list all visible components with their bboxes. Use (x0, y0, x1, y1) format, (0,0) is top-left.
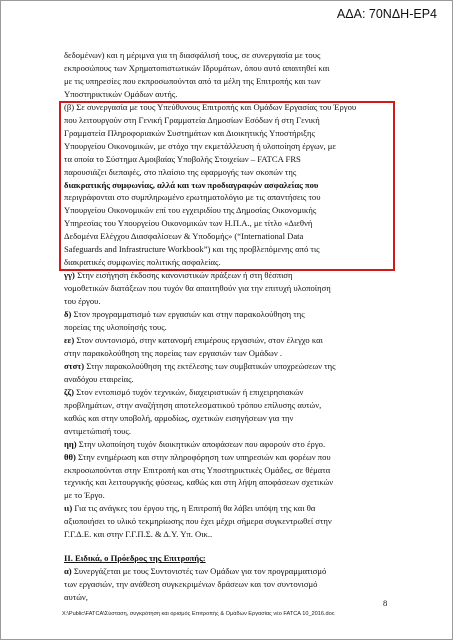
text-line: εκπροσωπούνται στην Επιτροπή και στις Υποστηρικτικές Ομάδες, σε θέματα (64, 464, 331, 475)
text-line: αναδόχου εταιρείας. (64, 373, 134, 384)
item-label: στστ) (64, 360, 85, 371)
text-line: προβλημάτων, στην αναζήτηση αποτελεσματικού τρόπου επίλυσης αυτών, (64, 399, 322, 410)
text-line: Δεδομένα Ελέγχου Διασφαλίσεων & Υποδομής» (“International Data (64, 231, 304, 242)
text-line (64, 438, 391, 451)
item-text: Στον συντονισμό, στην κατανομή επιμέρους εργασιών, στον έλεγχο και (76, 334, 323, 345)
item-text: Στην παρακολούθηση της εκτέλεσης των συμβατικών υποχρεώσεων της (86, 360, 336, 371)
text-line: των εργασιών, την ανάθεση συγκεκριμένων δράσεων και τον συντονισμό (64, 579, 318, 590)
item-text: Στην ενημέρωση και στην πληροφόρηση των υπηρεσιών και φορέων που (78, 451, 331, 462)
text-line: με τις υπηρεσίες που εκπροσωπούνται από τα μέλη της Επιτροπής και των (64, 75, 321, 86)
text-line: αντιμετώπισή τους. (64, 425, 131, 436)
text-line: αυτών, (64, 592, 88, 603)
footer-file-path: X:\Public\FATCA\Σύσταση, συγκρότηση και ορισμός Επιτροπής & Ομάδων Εργασίας νέο FATCA 10_2016.doc (62, 611, 335, 617)
item-label: α) (64, 566, 72, 577)
item-text: Στον εντοπισμό τυχόν τεχνικών, διαχειριστικών ή επιχειρησιακών (76, 386, 304, 397)
item-label: θθ) (64, 451, 76, 462)
text-line: στην παρακολούθηση της πορείας των εργασιών των Ομάδων . (64, 347, 283, 358)
text-line (64, 565, 391, 578)
text-line (64, 451, 391, 464)
text-line: διακρατικές συμφωνίες πολιτικής ασφαλείας. (64, 257, 221, 268)
text-line: Safeguards and Infrastructure Workbook”) και της προβλεπόμενης από τις (64, 244, 320, 255)
text-line: δεδομένων) και η μέριμνα για τη διασφάλισή τους, σε συνεργασία με τους (64, 50, 321, 60)
ada-header: ΑΔΑ: 70ΝΔΗ-ΕΡ4 (336, 7, 437, 21)
text-line: που λειτουργούν στη Γενική Γραμματεία Δημοσίων Εσόδων ή στη Γενική (64, 114, 320, 125)
text-line: παρουσιάζει διεπαφές, στο πλαίσιο της εφαρμογής των σκοπών της (64, 166, 297, 177)
page-number: 8 (383, 598, 388, 608)
text-line: εκπροσώπους των Χρηματοπιστωτικών Ιδρυμάτων, όπου αυτό απαιτηθεί και (64, 62, 330, 73)
item-label: ιι) (64, 503, 73, 514)
text-line: Υποστηρικτικών Ομάδων αυτής. (64, 88, 178, 99)
text-line (64, 334, 391, 347)
text-line: με το Έργο. (64, 490, 105, 501)
item-text: Στον προγραμματισμό των εργασιών και στην παρακολούθηση της (73, 309, 305, 320)
item-text: Συνεργάζεται με τους Συντονιστές των Ομάδων για τον προγραμματισμό (73, 566, 327, 577)
text-line (64, 502, 391, 515)
section-heading: ΙΙ. Ειδικά, ο Πρόεδρος της Επιτροπής: (64, 553, 206, 564)
text-line (64, 386, 391, 399)
text-line: καθώς και στην υποβολή, αρμοδίως, σχετικών εισηγήσεων για την (64, 412, 294, 423)
text-line: του έργου. (64, 296, 101, 307)
text-line: περιγράφονται στο συμπληρωμένο ερωτηματολόγιο με τις απαντήσεις του (64, 192, 321, 203)
item-label: ζζ) (64, 386, 74, 397)
text-line: νομοθετικών διατάξεων που τυχόν θα απαιτηθούν για την επιτυχή υλοποίηση (64, 283, 331, 294)
item-text: Για τις ανάγκες του έργου της, η Επιτροπή θα λάβει υπόψη της και θα (74, 503, 316, 514)
text-line (64, 308, 391, 321)
text-line: Γραμματεία Πληροφοριακών Συστημάτων και Διοικητικής Υποστήριξης (64, 127, 315, 138)
text-line: Γ.Γ.Δ.Ε. και στην Γ.Γ.Π.Σ. & Δ.Υ. Υπ. Οικ.. (64, 529, 213, 540)
text-line: πορείας της υλοποίησής τους. (64, 322, 167, 333)
text-line: Υπουργείου Οικονομικών επί του εγχειριδίου της Δημοσίας Οικονομικής (64, 205, 317, 216)
text-line (64, 360, 391, 373)
text-line: αξιοποιήσει το υλικό τεκμηρίωσης που έχει μέχρι σήμερα συγκεντρωθεί στην (64, 516, 332, 527)
text-line: τα οποία το Σύστημα Αμοιβαίας Υποβολής Στοιχείων – FATCA FRS (64, 153, 301, 164)
item-text: Στην εισήγηση έκδοσης κανονιστικών πράξεων ή στη θέσπιση (77, 270, 293, 281)
item-label: δ) (64, 309, 72, 320)
highlight-box (59, 101, 395, 271)
text-line: Υπηρεσίας του Υπουργείου Οικονομικών των Η.Π.Α., με τίτλο «Διεθνή (64, 218, 313, 229)
text-line: (β) Σε συνεργασία με τους Υπεύθυνους Επιτροπής και Ομάδων Εργασίας του Έργου (64, 101, 357, 112)
text-line: τεχνικής και λειτουργικής φύσεως, καθώς και στη λήψη αποφάσεων σχετικών (64, 477, 334, 488)
item-text: Στην υλοποίηση τυχόν διοικητικών αποφάσεων που αφορούν στο έργο. (78, 438, 326, 449)
paragraph-gap (64, 541, 391, 552)
text-line: διακρατικής συμφωνίας, αλλά και των προδιαγραφών ασφαλείας που (64, 179, 319, 190)
item-label: ηη) (64, 438, 77, 449)
item-label: γγ) (64, 270, 75, 281)
item-label: εε) (64, 334, 75, 345)
text-line (64, 269, 391, 282)
text-line: Υπουργείου Οικονομικών, με στόχο την εκμετάλλευση ή υλοποίηση έργων, με (64, 140, 337, 151)
